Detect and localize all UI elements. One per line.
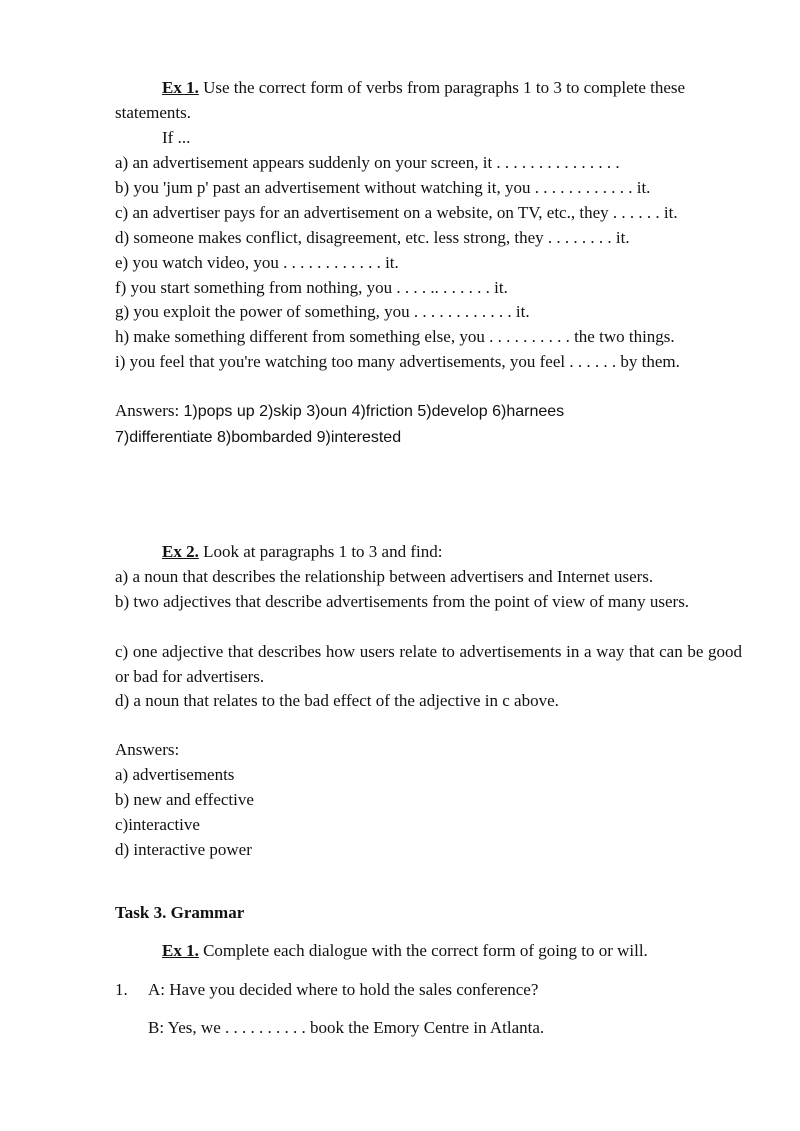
task3-line-a: A: Have you decided where to hold the sales conference? xyxy=(148,980,539,999)
ex2-answer-a: a) advertisements xyxy=(115,765,235,784)
ex1-answers-list-2: 7)differentiate 8)bombarded 9)interested xyxy=(115,429,402,446)
ex2-answer-b: b) new and effective xyxy=(115,790,254,809)
ex2-answer-d: d) interactive power xyxy=(115,840,252,859)
ex1-item-a: a) an advertisement appears suddenly on your screen, it . . . . . . . . . . . . . . . xyxy=(115,153,620,172)
ex1-item-i: i) you feel that you're watching too many advertisements, you feel . . . . . . by them. xyxy=(115,352,680,371)
ex1-answers-label: Answers: xyxy=(115,401,180,420)
ex1-item-h: h) make something different from something else, you . . . . . . . . . . the two things. xyxy=(115,327,675,346)
ex2-item-b: b) two adjectives that describe advertisements from the point of view of many users. xyxy=(115,592,690,611)
ex2-item-c: c) one adjective that describes how users relate to advertisements in a way that can be good or bad for advertisers. xyxy=(115,642,742,686)
ex2-instruction: Look at paragraphs 1 to 3 and find: xyxy=(203,542,443,561)
ex1-answers-line1 xyxy=(115,401,564,422)
ex1-item-d: d) someone makes conflict, disagreement, etc. less strong, they . . . . . . . . it. xyxy=(115,228,630,247)
ex1-item-g: g) you exploit the power of something, you . . . . . . . . . . . . it. xyxy=(115,302,530,321)
ex2-item-d: d) a noun that relates to the bad effect of the adjective in c above. xyxy=(115,691,559,710)
ex2-answer-c: c)interactive xyxy=(115,815,200,834)
ex1-heading-line xyxy=(162,78,685,98)
task3-title: Task 3. Grammar xyxy=(115,903,245,922)
ex1-item-f: f) you start something from nothing, you . . . . .. . . . . . . it. xyxy=(115,278,508,297)
task3-item-number: 1. xyxy=(115,980,128,999)
ex1-if-text: If ... xyxy=(162,128,191,147)
ex1-heading: Ex 1. xyxy=(162,78,199,97)
ex1-item-c: c) an advertiser pays for an advertisement on a website, on TV, etc., they . . . . . . it. xyxy=(115,203,678,222)
ex2-heading: Ex 2. xyxy=(162,542,199,561)
ex2-item-a: a) a noun that describes the relationship between advertisers and Internet users. xyxy=(115,567,654,586)
ex1-item-b: b) you 'jum p' past an advertisement without watching it, you . . . . . . . . . . . . it. xyxy=(115,178,651,197)
ex1-answers-list-1: 1)pops up 2)skip 3)oun 4)friction 5)develop 6)harnees xyxy=(183,403,565,420)
task3-ex1-heading: Ex 1. xyxy=(162,941,199,960)
ex1-instruction: Use the correct form of verbs from paragraphs 1 to 3 to complete these xyxy=(203,78,686,97)
task3-line-b: B: Yes, we . . . . . . . . . . book the Emory Centre in Atlanta. xyxy=(148,1018,545,1037)
ex2-answers-label: Answers: xyxy=(115,740,180,759)
task3-ex1-line xyxy=(162,941,648,961)
task3-ex1-instruction: Complete each dialogue with the correct form of going to or will. xyxy=(203,941,648,960)
ex1-instruction-cont: statements. xyxy=(115,103,192,122)
ex2-heading-line xyxy=(162,542,442,562)
ex1-item-e: e) you watch video, you . . . . . . . . . . . . it. xyxy=(115,253,399,272)
